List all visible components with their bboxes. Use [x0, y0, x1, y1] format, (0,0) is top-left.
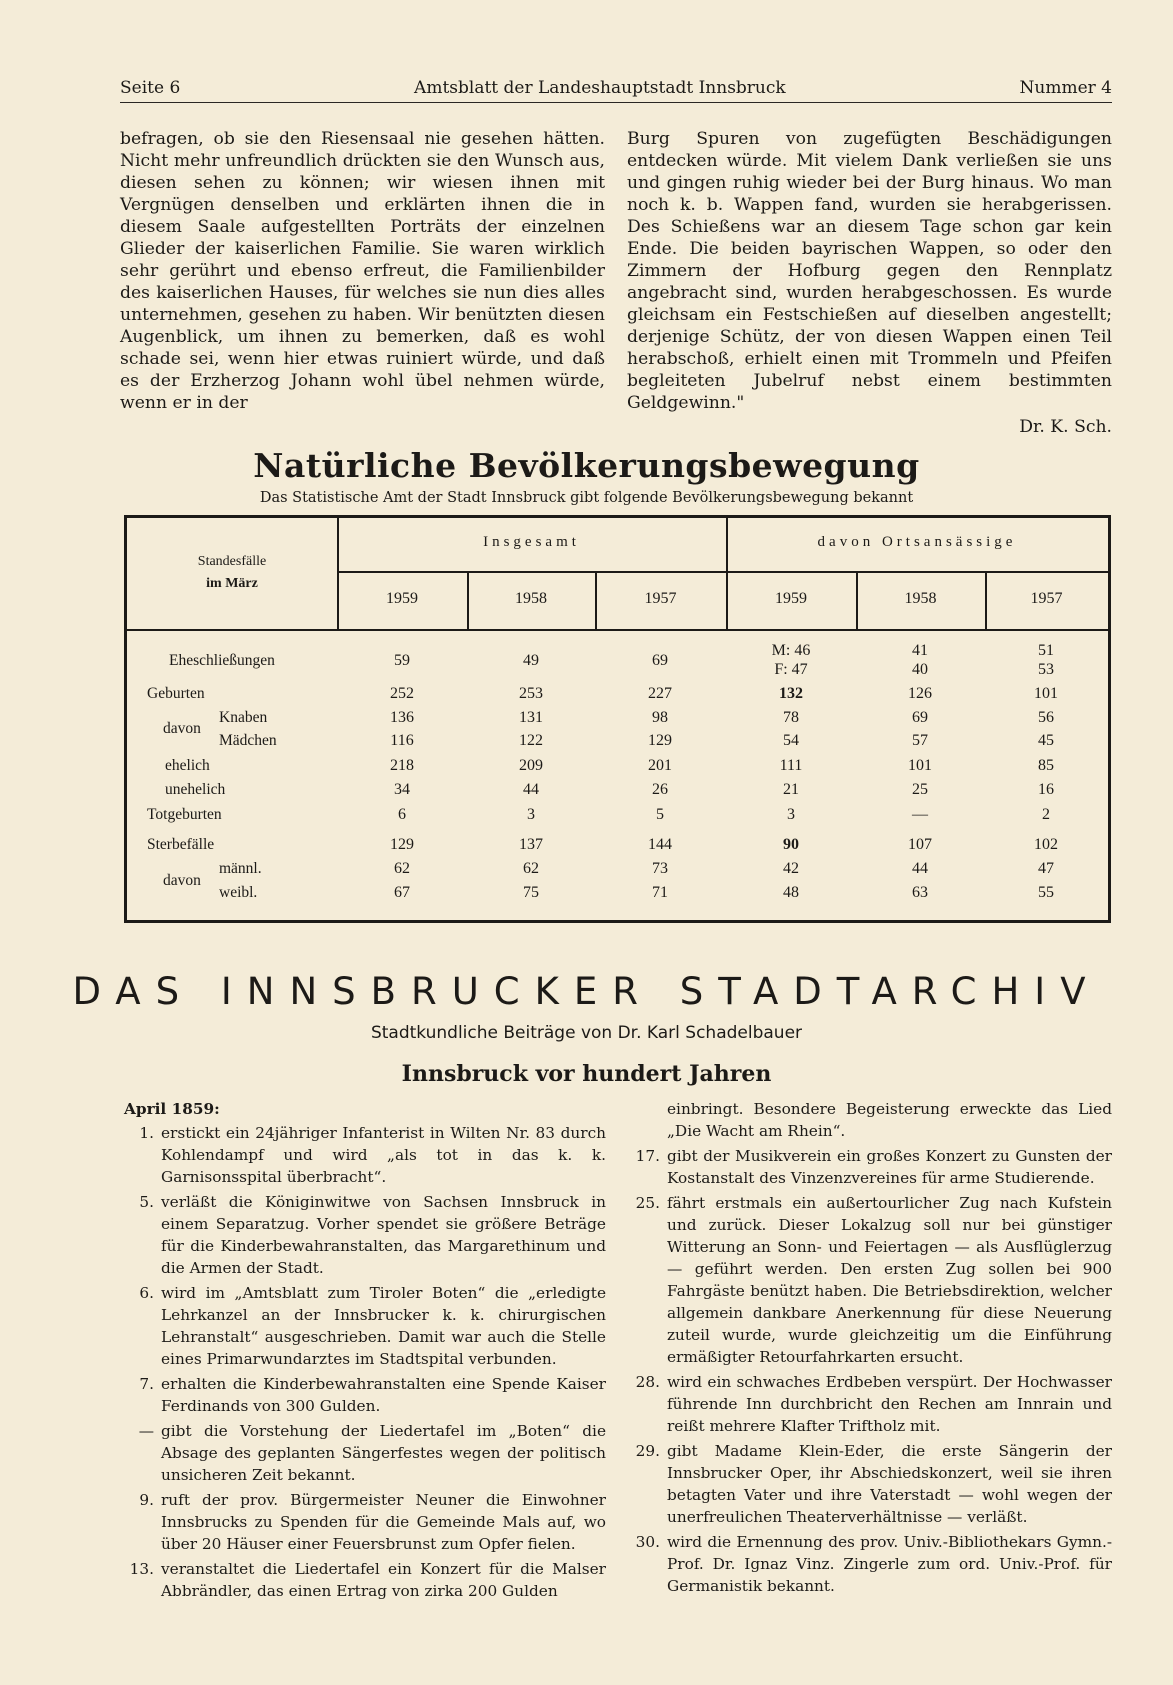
table-cell: 132 — [779, 685, 803, 702]
row-label: Eheschließungen — [169, 652, 275, 669]
table-cell: 101 — [1034, 685, 1058, 702]
table-cell: 62 — [394, 860, 410, 877]
year-header: 1959 — [775, 590, 807, 607]
row-label: Totgeburten — [147, 806, 222, 823]
table-cell: 45 — [1038, 732, 1054, 749]
table-cell: 51 — [1038, 642, 1054, 659]
entry-date: 28. — [635, 1373, 660, 1391]
entry-date: 30. — [635, 1533, 660, 1551]
year-header: 1957 — [644, 590, 677, 607]
table-cell: 101 — [908, 757, 932, 774]
entry-text: gibt der Musikverein ein großes Konzert zu Gunsten der Kostanstalt des Vinzenzvereines für arme Studierende. — [667, 1147, 1112, 1187]
author-signature: Dr. K. Sch. — [1019, 417, 1112, 437]
table-cell: 21 — [783, 781, 799, 798]
table-cell: 90 — [783, 836, 799, 853]
chronicle-entry — [630, 1371, 1112, 1437]
row-label: Sterbefälle — [147, 836, 215, 853]
table-cell: 85 — [1038, 757, 1054, 774]
table-cell: 69 — [912, 709, 928, 726]
archive-subtitle: Stadtkundliche Beiträge von Dr. Karl Schadelbauer — [370, 1023, 803, 1043]
entry-date: 5. — [139, 1193, 154, 1211]
table-cell: 71 — [652, 884, 668, 901]
table-group-insgesamt: Insgesamt — [483, 534, 580, 550]
table-cell: 111 — [779, 757, 803, 774]
table-cell: 122 — [519, 732, 543, 749]
table-cell: 252 — [390, 685, 414, 702]
population-table — [124, 515, 1111, 923]
table-cell: 78 — [783, 709, 799, 726]
stats-subtitle: Das Statistische Amt der Stadt Innsbruck gibt folgende Bevölkerungsbewegung bekannt — [259, 490, 914, 506]
entry-date: 25. — [635, 1194, 660, 1212]
row-label: unehelich — [165, 781, 226, 798]
table-cell: 63 — [912, 884, 928, 901]
chronicle-entry — [630, 1531, 1112, 1597]
table-cell: 25 — [912, 781, 928, 798]
table-cell: 107 — [908, 836, 932, 853]
chronicle-entry — [124, 1420, 606, 1486]
entry-date: 1. — [139, 1124, 154, 1142]
entry-text: fährt erstmals ein außertourlicher Zug nach Kufstein und zurück. Dieser Lokalzug soll nur bei günstiger Witterung an Sonn- und Feiertagen — als Ausflüglerzug — geführt werden. Den ersten Zug sollen bei 900 Fahrgäste benützt haben. Die Betriebsdirektion, welcher allgemein dankbare Anerkennung für diese Neuerung zuteil wurde, wurde gleichzeitig um die Einführung ermäßigter Retourfahrkarten ersucht. — [667, 1194, 1112, 1366]
publication-title: Amtsblatt der Landeshauptstadt Innsbruck — [414, 78, 786, 98]
year-header: 1958 — [515, 590, 547, 607]
table-cell: M: 46 — [771, 642, 811, 659]
table-cell: 126 — [908, 685, 932, 702]
entry-text: wird ein schwaches Erdbeben verspürt. Der Hochwasser führende Inn durchbricht den Rechen am Innrain und reißt mehrere Klafter Triftholz mit. — [667, 1373, 1112, 1435]
table-cell: 131 — [519, 709, 543, 726]
table-group-ortsansaessige: davon Ortsansässige — [817, 534, 1017, 550]
table-cell: 116 — [390, 732, 414, 749]
row-label-davon: davon — [163, 720, 201, 737]
archive-heading: Innsbruck vor hundert Jahren — [401, 1061, 772, 1087]
table-cell: 48 — [783, 884, 799, 901]
entry-text: erstickt ein 24jähriger Infanterist in Wilten Nr. 83 durch Kohlendampf und wird „als tot in das k. k. Garnisonsspital überbracht“. — [161, 1124, 606, 1186]
chronicle-entry — [630, 1145, 1112, 1189]
table-cell: 57 — [912, 732, 928, 749]
table-cell: 3 — [787, 806, 795, 823]
table-cell: 56 — [1038, 709, 1054, 726]
table-cell: 218 — [390, 757, 414, 774]
table-cell: 69 — [652, 652, 668, 669]
chronicle-entry — [124, 1191, 606, 1279]
row-label-davon: davon — [163, 872, 201, 889]
stats-title: Natürliche Bevölkerungsbewegung — [253, 446, 920, 485]
top-article-left-column: befragen, ob sie den Riesensaal nie gesehen hätten. Nicht mehr unfreundlich drückten sie den Wunsch aus, diesen sehen zu können; wir wiesen ihnen mit Vergnügen denselben und erklärten ihnen die in diesem Saale aufgestellten Porträts der einzelnen Glieder der kaiserlichen Familie. Sie waren wirklich sehr gerührt und ebenso erfreut, die Familienbilder des kaiserlichen Hauses, für welches sie nun dies alles unternehmen, gesehen zu haben. Wir benützten diesen Augenblick, um ihnen zu bemerken, daß es wohl schade sei, wenn hier etwas ruiniert würde, und daß es der Erzherzog Johann wohl übel nehmen würde, wenn er in der — [120, 129, 605, 413]
archive-title: DAS INNSBRUCKER STADTARCHIV — [72, 970, 1101, 1013]
page-header — [120, 78, 1112, 103]
table-cell: 3 — [527, 806, 535, 823]
chronicle-entry — [630, 1192, 1112, 1368]
table-cell: 129 — [390, 836, 414, 853]
entry-continuation: einbringt. Besondere Begeisterung erweckte das Lied „Die Wacht am Rhein“. — [667, 1100, 1112, 1140]
table-cell: 102 — [1034, 836, 1058, 853]
page-number: Seite 6 — [120, 78, 181, 98]
table-cell: 44 — [523, 781, 539, 798]
table-cell: 67 — [394, 884, 410, 901]
chronicle-entry — [124, 1558, 606, 1602]
table-cell: 129 — [648, 732, 672, 749]
table-cell: 53 — [1038, 661, 1054, 678]
table-cell: 40 — [912, 661, 928, 678]
table-cell: 16 — [1038, 781, 1054, 798]
table-cell: 41 — [912, 642, 928, 659]
table-cell: 54 — [783, 732, 799, 749]
table-cell: 137 — [519, 836, 543, 853]
table-cell: 26 — [652, 781, 668, 798]
table-cell: 136 — [390, 709, 414, 726]
chronicle-entry — [124, 1282, 606, 1370]
table-cell: 5 — [656, 806, 664, 823]
entry-date: 6. — [139, 1284, 154, 1302]
chronicle-month: April 1859: — [124, 1100, 220, 1118]
row-label: Knaben — [219, 709, 268, 726]
table-cell: 47 — [1038, 860, 1054, 877]
row-label: weibl. — [219, 884, 258, 901]
chronicle-entry — [124, 1122, 606, 1188]
row-label: Mädchen — [219, 732, 277, 749]
chronicle-entry — [124, 1373, 606, 1417]
entry-text: wird die Ernennung des prov. Univ.-Bibliothekars Gymn.-Prof. Dr. Ignaz Vinz. Zingerle zum ord. Univ.-Prof. für Germanistik bekannt. — [667, 1533, 1112, 1595]
table-cell: 209 — [519, 757, 543, 774]
table-cell: 201 — [648, 757, 672, 774]
table-cell: 253 — [519, 685, 543, 702]
table-cell: 6 — [398, 806, 406, 823]
table-cell: 144 — [648, 836, 672, 853]
table-cell: 62 — [523, 860, 539, 877]
row-label: Geburten — [147, 685, 205, 702]
table-cell: 42 — [783, 860, 799, 877]
entry-date: 7. — [139, 1375, 154, 1393]
table-label-maerz: im März — [206, 576, 258, 591]
chronicle-left-column — [124, 1098, 606, 1605]
table-cell: 49 — [523, 652, 539, 669]
table-cell: 73 — [652, 860, 668, 877]
entry-text: erhalten die Kinderbewahranstalten eine Spende Kaiser Ferdinands von 300 Gulden. — [161, 1375, 606, 1415]
table-cell: 98 — [652, 709, 668, 726]
top-article — [120, 128, 1112, 438]
issue-number: Nummer 4 — [1019, 78, 1112, 98]
top-article-right-column — [627, 128, 1112, 438]
table-cell: 75 — [523, 884, 539, 901]
entry-text: gibt Madame Klein-Eder, die erste Sängerin der Innsbrucker Oper, ihr Abschiedskonzert, weil sie ihren betagten Vater und ihre Vaterstadt — wohl wegen der unerfreulichen Theaterverhältnisse — verläßt. — [667, 1442, 1112, 1526]
entry-date: 17. — [635, 1147, 660, 1165]
chronicle-entry — [630, 1440, 1112, 1528]
entry-text: wird im „Amtsblatt zum Tiroler Boten“ die „erledigte Lehrkanzel an der Innsbrucker k. k. chirurgischen Lehranstalt“ ausgeschrieben. Damit war auch die Stelle eines Primarwundarztes im Stadtspital verbunden. — [161, 1284, 606, 1368]
entry-text: verläßt die Königinwitwe von Sachsen Innsbruck in einem Separatzug. Vorher spendet sie größere Beträge für die Kinderbewahranstalten, das Margarethinum und die Armen der Stadt. — [161, 1193, 606, 1277]
year-header: 1959 — [386, 590, 418, 607]
year-header: 1958 — [904, 590, 937, 607]
table-cell: 34 — [394, 781, 410, 798]
entry-text: ruft der prov. Bürgermeister Neuner die Einwohner Innsbrucks zu Spenden für die Gemeinde Mals auf, wo über 20 Häuser einer Feuersbrunst zum Opfer fielen. — [161, 1491, 606, 1553]
table-label-standesfaelle: Standesfälle — [197, 554, 267, 569]
chronicle — [124, 1098, 1112, 1605]
row-label: männl. — [219, 860, 262, 877]
year-header: 1957 — [1030, 590, 1063, 607]
table-cell: 2 — [1042, 806, 1050, 823]
table-cell: — — [912, 806, 928, 823]
table-cell: 227 — [648, 685, 672, 702]
chronicle-entry — [124, 1489, 606, 1555]
chronicle-right-column — [630, 1098, 1112, 1605]
entry-date: 9. — [139, 1491, 154, 1509]
entry-date: 13. — [129, 1560, 154, 1578]
entry-date: — — [138, 1422, 154, 1440]
entry-text: veranstaltet die Liedertafel ein Konzert für die Malser Abbrändler, das einen Ertrag von zirka 200 Gulden — [161, 1560, 606, 1600]
top-article-right-text: Burg Spuren von zugefügten Beschädigungen entdecken würde. Mit vielem Dank verließen sie uns und gingen ruhig wieder bei der Burg hinaus. Wo man noch k. b. Wappen fand, wurden sie herabgerissen. Des Schießens war an diesem Tage schon gar kein Ende. Die beiden bayrischen Wappen, so oder den Zimmern der Hofburg gegen den Rennplatz angebracht sind, wurden herabgeschossen. Es wurde gleichsam ein Festschießen auf dieselben angestellt; derjenige Schütz, der von diesen Wappen einen Teil herabschoß, erhielt einen mit Trommeln und Pfeifen begleiteten Jubelruf nebst einem bestimmten Geldgewinn." — [627, 129, 1112, 413]
table-cell: 44 — [912, 860, 928, 877]
table-cell: 59 — [394, 652, 410, 669]
entry-text: gibt die Vorstehung der Liedertafel im „Boten“ die Absage des geplanten Sängerfestes wegen der politisch unsicheren Zeit bekannt. — [161, 1422, 606, 1484]
table-cell: F: 47 — [774, 661, 808, 678]
table-cell: 55 — [1038, 884, 1054, 901]
entry-date: 29. — [635, 1442, 660, 1460]
row-label: ehelich — [165, 757, 210, 774]
